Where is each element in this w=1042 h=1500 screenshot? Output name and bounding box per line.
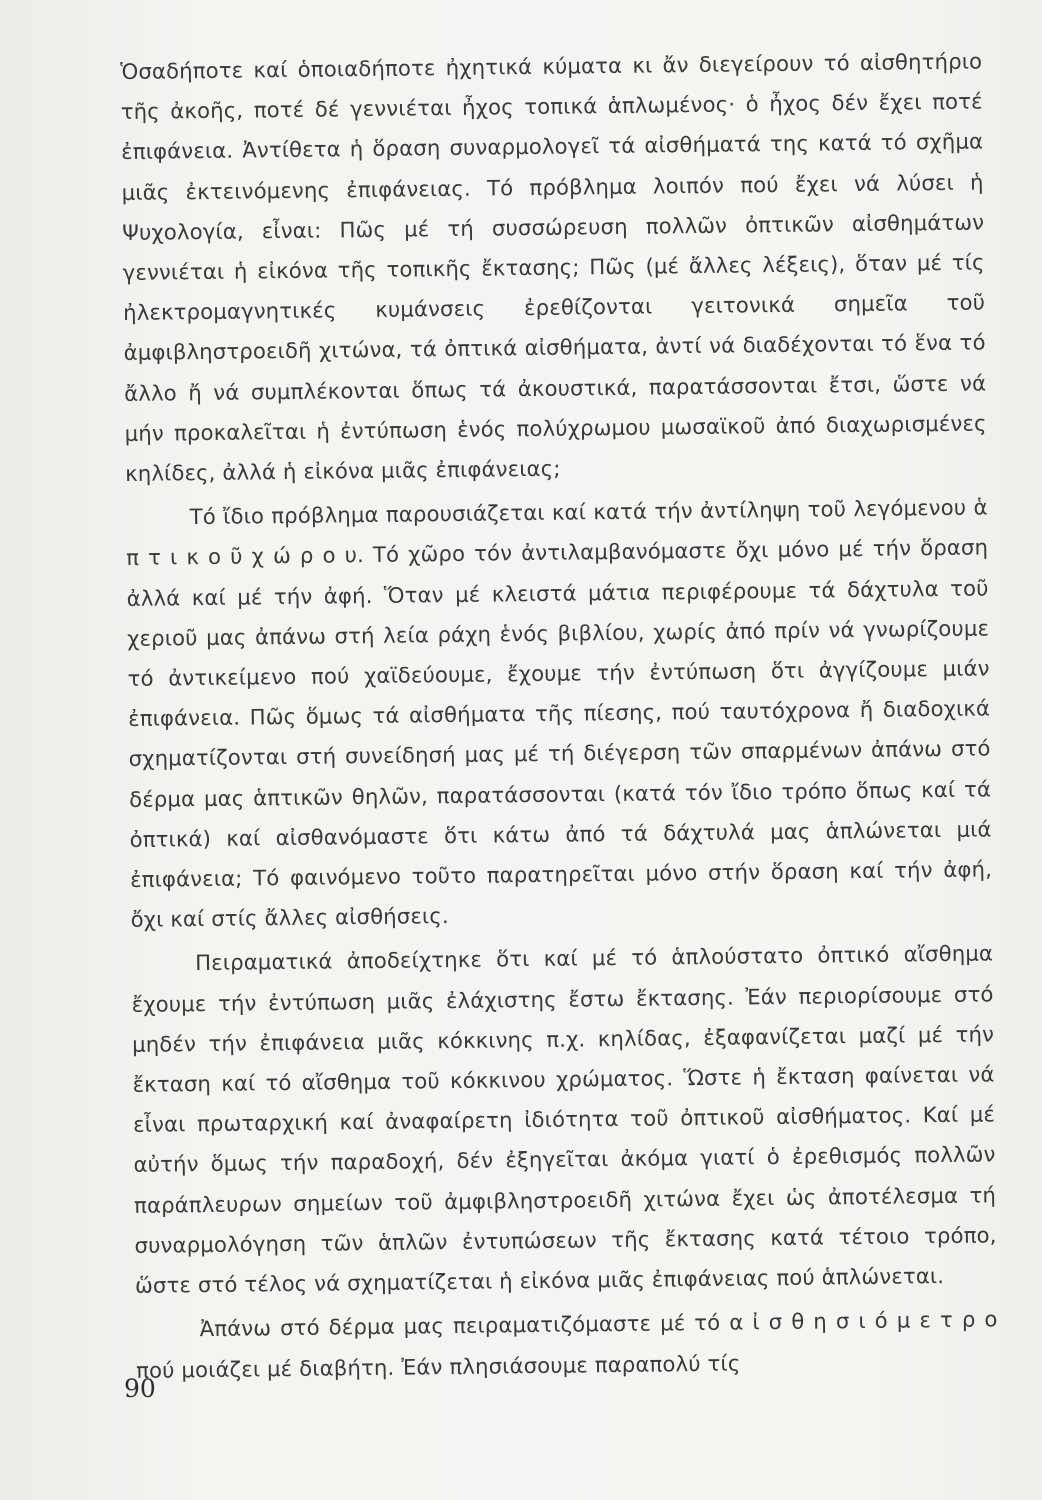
paragraph-4: Ἀπάνω στό δέρμα μας πειραματιζόμαστε μέ τό α ἰ σ θ η σ ι ό μ ε τ ρ ο πού μοιάζει μέ διαβήτη. Ἐάν πλησιάσουμε παραπολύ τίς	[135, 1306, 998, 1383]
body-text	[120, 41, 998, 1394]
paragraph-2: Τό ἴδιο πρόβλημα παρουσιάζεται καί κατά τήν ἀντίληψη τοῦ λεγόμενου ἁ π τ ι κ ο ῦ χ ώ ρ ο υ. Τό χῶρο τόν ἀντιλαμβανόμαστε ὄχι μόνο μέ τήν ὅραση ἀλλά καί μέ τήν ἀφή. Ὅταν μέ κλειστά μάτια περιφέρουμε τά δάχτυλα τοῦ χεριοῦ μας ἀπάνω στή λεία ράχη ἑνός βιβλίου, χωρίς ἀπό πρίν νά γνωρίζουμε τό ἀντικείμενο πού χαϊδεύουμε, ἔχουμε τήν ἐντύπωση ὅτι ἀγγίζουμε μιάν ἐπιφάνεια. Πῶς ὅμως τά αἰσθήματα τῆς πίεσης, πού ταυτόχρονα ἤ διαδοχικά σχηματίζονται στή συνείδησή μας μέ τή διέγερση τῶν σπαρμένων ἀπάνω στό δέρμα μας ἁπτικῶν θηλῶν, παρατάσσονται (κατά τόν ἴδιο τρόπο ὅπως καί τά ὀπτικά) καί αἰσθανόμαστε ὅτι κάτω ἀπό τά δάχτυλά μας ἁπλώνεται μιά ἐπιφάνεια; Τό φαινόμενο τοῦτο παρατηρεῖται μόνο στήν ὅραση καί τήν ἀφή, ὄχι καί στίς ἄλλες αἰσθήσεις.	[126, 494, 993, 933]
paragraph-1: Ὁσαδήποτε καί ὁποιαδήποτε ἠχητικά κύματα κι ἄν διεγείρουν τό αἰσθητήριο τῆς ἀκοῆς, ποτέ δέ γεννιέται ἦχος τοπικά ἁπλωμένος· ὁ ἦχος δέν ἔχει ποτέ ἐπιφάνεια. Ἀντίθετα ἡ ὅραση συναρμολογεῖ τά αἰσθήματά της κατά τό σχῆμα μιᾶς ἐκτεινόμενης ἐπιφάνειας. Τό πρόβλημα λοιπόν πού ἔχει νά λύσει ἡ Ψυχολογία, εἶναι: Πῶς μέ τή συσσώρευση πολλῶν ὀπτικῶν αἰσθημάτων γεννιέται ἡ εἰκόνα τῆς τοπικῆς ἔκτασης; Πῶς (μέ ἄλλες λέξεις), ὅταν μέ τίς ἠλεκτρομαγνητικές κυμάνσεις ἐρεθίζονται γειτονικά σημεῖα τοῦ ἀμφιβληστροειδῆ χιτώνα, τά ὀπτικά αἰσθήματα, ἀντί νά διαδέχονται τό ἕνα τό ἄλλο ἤ νά συμπλέκονται ὅπως τά ἀκουστικά, παρατάσσονται ἔτσι, ὥστε νά μήν προκαλεῖται ἡ ἐντύπωση ἑνός πολύχρωμου μωσαϊκοῦ ἀπό διαχωρισμένες κηλίδες, ἀλλά ἡ εἰκόνα μιᾶς ἐπιφάνειας;	[120, 48, 987, 486]
page-number: 90	[124, 1374, 156, 1403]
paragraph-3: Πειραματικά ἀποδείχτηκε ὅτι καί μέ τό ἁπλούστατο ὀπτικό αἴσθημα ἔχουμε τήν ἐντύπωση μιᾶς ἐλάχιστης ἔστω ἔκτασης. Ἐάν περιορίσουμε στό μηδέν τήν ἐπιφάνεια μιᾶς κόκκινης π.χ. κηλίδας, ἐξαφανίζεται μαζί μέ τήν ἔκταση καί τό αἴσθημα τοῦ κόκκινου χρώματος. Ὥστε ἡ ἔκταση φαίνεται νά εἶναι πρωταρχική καί ἀναφαίρετη ἰδιότητα τοῦ ὀπτικοῦ αἰσθήματος. Καί μέ αὐτήν ὅμως τήν παραδοχή, δέν ἐξηγεῖται ἀκόμα γιατί ὁ ἐρεθισμός πολλῶν παράπλευρων σημείων τοῦ ἀμφιβληστροειδῆ χιτώνα ἔχει ὡς ἀποτέλεσμα τή συναρμολόγηση τῶν ἁπλῶν ἐντυπώσεων τῆς ἔκτασης κατά τέτοιο τρόπο, ὥστε στό τέλος νά σχηματίζεται ἡ εἰκόνα μιᾶς ἐπιφάνειας πού ἁπλώνεται.	[131, 940, 997, 1299]
